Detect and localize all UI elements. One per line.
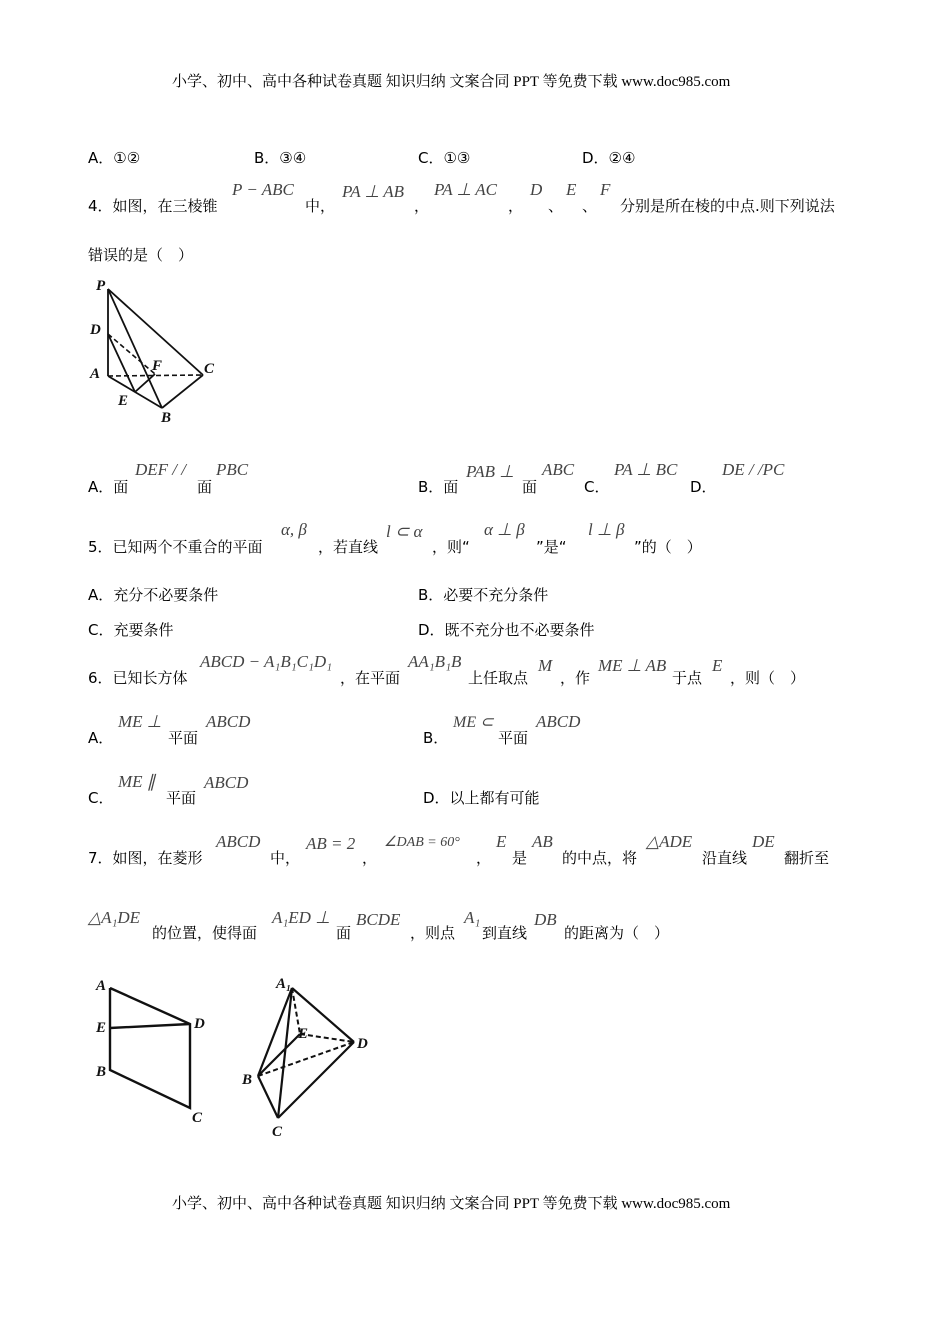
q4-option-a-text: A．面: [88, 478, 129, 496]
label-b: B: [161, 410, 172, 426]
label-a: A: [90, 366, 101, 382]
q6-option-c-math2: ABCD: [204, 773, 249, 792]
q5-text-3: ，则“: [432, 538, 470, 556]
q6-text-2: ，在平面: [340, 669, 401, 687]
fig2-label-a1: A₁: [276, 976, 292, 992]
q4-math-d: D: [530, 180, 543, 199]
fig2-label-c: C: [272, 1124, 283, 1140]
edge-ef: [135, 374, 155, 392]
q5-math-l-perp-beta: l ⊥ β: [588, 520, 625, 539]
edge-bc: [162, 375, 203, 408]
q6-math-me-perp-ab: ME ⊥ AB: [598, 656, 667, 675]
q7-math-abcd: ABCD: [216, 832, 261, 851]
q4-text-1: 4．如图，在三棱锥: [88, 197, 218, 215]
q7-math-a1: A₁: [464, 908, 481, 927]
q7-text-8: 翻折至: [784, 849, 830, 867]
q7-rhombus-figure: [88, 968, 218, 1130]
edge-ac-hidden: [108, 375, 203, 376]
fig2-label-d: D: [357, 1036, 368, 1052]
fig2-label-e: E: [298, 1026, 309, 1042]
q3-option-c: C．①③: [418, 149, 471, 167]
q6-text-6: ，则（ ）: [730, 669, 806, 687]
fig2-label-b: B: [242, 1072, 253, 1088]
q4-math-pa-ac: PA ⊥ AC: [434, 180, 497, 199]
q4-option-b-text2: 面: [522, 478, 538, 496]
q6-option-a-label: A．: [88, 729, 114, 747]
q4-option-d-math: DE / /PC: [722, 460, 785, 479]
q7-text-10: 面: [336, 924, 352, 942]
q6-option-b-label: B．: [423, 729, 449, 747]
q7-math-triangle-a1de: △A₁DE: [88, 908, 141, 927]
q5-math-alpha-beta: α, β: [281, 520, 307, 539]
q7-folded-figure: [236, 966, 386, 1142]
q4-text-3: ，: [414, 197, 430, 215]
q4-text-6: 、: [582, 197, 598, 215]
q4-math-e: E: [566, 180, 577, 199]
q6-option-c-label: C．: [88, 789, 114, 807]
fig1-label-b: B: [96, 1064, 107, 1080]
q4-text-4: ，: [508, 197, 524, 215]
q4-tetrahedron-figure: [86, 274, 226, 426]
page-header: 小学、初中、高中各种试卷真题 知识归纳 文案合同 PPT 等免费下载 www.doc985.com: [172, 74, 731, 90]
q6-option-b-text: 平面: [498, 729, 529, 747]
q7-math-e: E: [496, 832, 507, 851]
q7-math-ab: AB: [532, 832, 553, 851]
q7-text-13: 的距离为（ ）: [564, 924, 670, 942]
q5-math-l-in-alpha: l ⊂ α: [386, 522, 423, 541]
q6-option-b-math1: ME ⊂: [453, 714, 494, 731]
q6-option-c-math1: ME ∥: [118, 772, 156, 791]
q5-option-b: B．必要不充分条件: [418, 586, 549, 604]
q3-option-b: B．③④: [254, 149, 307, 167]
q7-math-de: DE: [752, 832, 775, 851]
q6-math-m: M: [538, 656, 553, 675]
q3-option-a: A．①②: [88, 149, 141, 167]
q5-option-a: A．充分不必要条件: [88, 586, 219, 604]
q7-text-9: 的位置，使得面: [152, 924, 258, 942]
q6-math-plane: AA₁B₁B: [408, 652, 462, 671]
label-f: F: [152, 358, 163, 374]
q4-math-pa-ab: PA ⊥ AB: [342, 182, 405, 201]
page-footer: 小学、初中、高中各种试卷真题 知识归纳 文案合同 PPT 等免费下载 www.doc985.com: [172, 1196, 731, 1212]
q5-option-d: D．既不充分也不必要条件: [418, 621, 595, 639]
q7-text-11: ，则点: [410, 924, 456, 942]
q4-option-b-math1: PAB ⊥: [466, 462, 515, 481]
q3-option-d: D．②④: [582, 149, 636, 167]
fig1-label-e: E: [96, 1020, 107, 1036]
rhombus-outline: [110, 988, 190, 1108]
label-e: E: [118, 393, 129, 409]
segment-ed: [110, 1024, 190, 1028]
q7-text-1: 7．如图，在菱形: [88, 849, 203, 867]
q7-math-angle: ∠DAB = 60°: [384, 835, 460, 850]
q4-text-line2: 错误的是（ ）: [88, 246, 194, 264]
q6-math-e: E: [712, 656, 723, 675]
q7-text-4: ，: [476, 849, 492, 867]
q5-text-1: 5．已知两个不重合的平面: [88, 538, 263, 556]
q6-option-a-math2: ABCD: [206, 712, 251, 731]
edge-be: [258, 1034, 300, 1076]
q4-option-b-math2: ABC: [542, 460, 575, 479]
label-c: C: [204, 361, 215, 377]
edge-bc: [258, 1076, 278, 1118]
fig1-label-d: D: [194, 1016, 205, 1032]
q6-option-a-text: 平面: [168, 729, 199, 747]
q4-math-f: F: [600, 180, 611, 199]
q6-text-5: 于点: [672, 669, 703, 687]
q4-text-5: 、: [548, 197, 564, 215]
q7-text-5: 是: [512, 849, 528, 867]
fig1-label-c: C: [192, 1110, 203, 1126]
q4-option-d-text: D．: [690, 478, 717, 496]
q7-math-db: DB: [534, 910, 557, 929]
q6-option-a-math1: ME ⊥: [118, 712, 162, 731]
q4-text-2: 中，: [305, 197, 336, 215]
q4-option-a-text2: 面: [197, 478, 213, 496]
q4-option-c-math: PA ⊥ BC: [614, 460, 678, 479]
q4-math-pabc: P − ABC: [232, 180, 294, 199]
q5-text-4: ”是“: [536, 538, 567, 556]
q4-option-b-text: B．面: [418, 478, 459, 496]
q5-text-2: ，若直线: [318, 538, 379, 556]
q7-math-bcde: BCDE: [356, 910, 401, 929]
q6-text-3: 上任取点: [468, 669, 529, 687]
q4-option-a-math2: PBC: [216, 460, 249, 479]
q4-option-a-math1: DEF / /: [135, 460, 186, 479]
q6-option-b-math2: ABCD: [536, 712, 581, 731]
q7-math-a1ed: A₁ED ⊥: [272, 908, 331, 927]
q7-math-triangle-ade: △ADE: [646, 832, 693, 851]
q7-text-2: 中，: [270, 849, 301, 867]
q5-math-alpha-perp-beta: α ⊥ β: [484, 520, 525, 539]
edge-cd: [278, 1042, 354, 1118]
q5-text-5: ”的（ ）: [634, 538, 702, 556]
q7-text-6: 的中点，将: [562, 849, 638, 867]
label-p: P: [96, 278, 106, 294]
q6-option-d: D．以上都有可能: [423, 789, 540, 807]
q6-text-4: ，作: [560, 669, 591, 687]
fig1-label-a: A: [96, 978, 107, 994]
q6-math-cuboid: ABCD − A₁B₁C₁D₁: [200, 652, 333, 671]
q6-text-1: 6．已知长方体: [88, 669, 188, 687]
q4-option-c-text: C．: [584, 478, 610, 496]
q4-text-7: 分别是所在棱的中点.则下列说法: [620, 197, 835, 215]
label-d: D: [90, 322, 101, 338]
q5-option-c: C．充要条件: [88, 621, 174, 639]
q6-option-c-text: 平面: [166, 789, 197, 807]
q7-text-12: 到直线: [482, 924, 528, 942]
q7-text-7: 沿直线: [702, 849, 748, 867]
edge-bd-hidden: [258, 1042, 354, 1076]
q7-math-ab-2: AB = 2: [306, 834, 356, 853]
q7-text-3: ，: [362, 849, 378, 867]
